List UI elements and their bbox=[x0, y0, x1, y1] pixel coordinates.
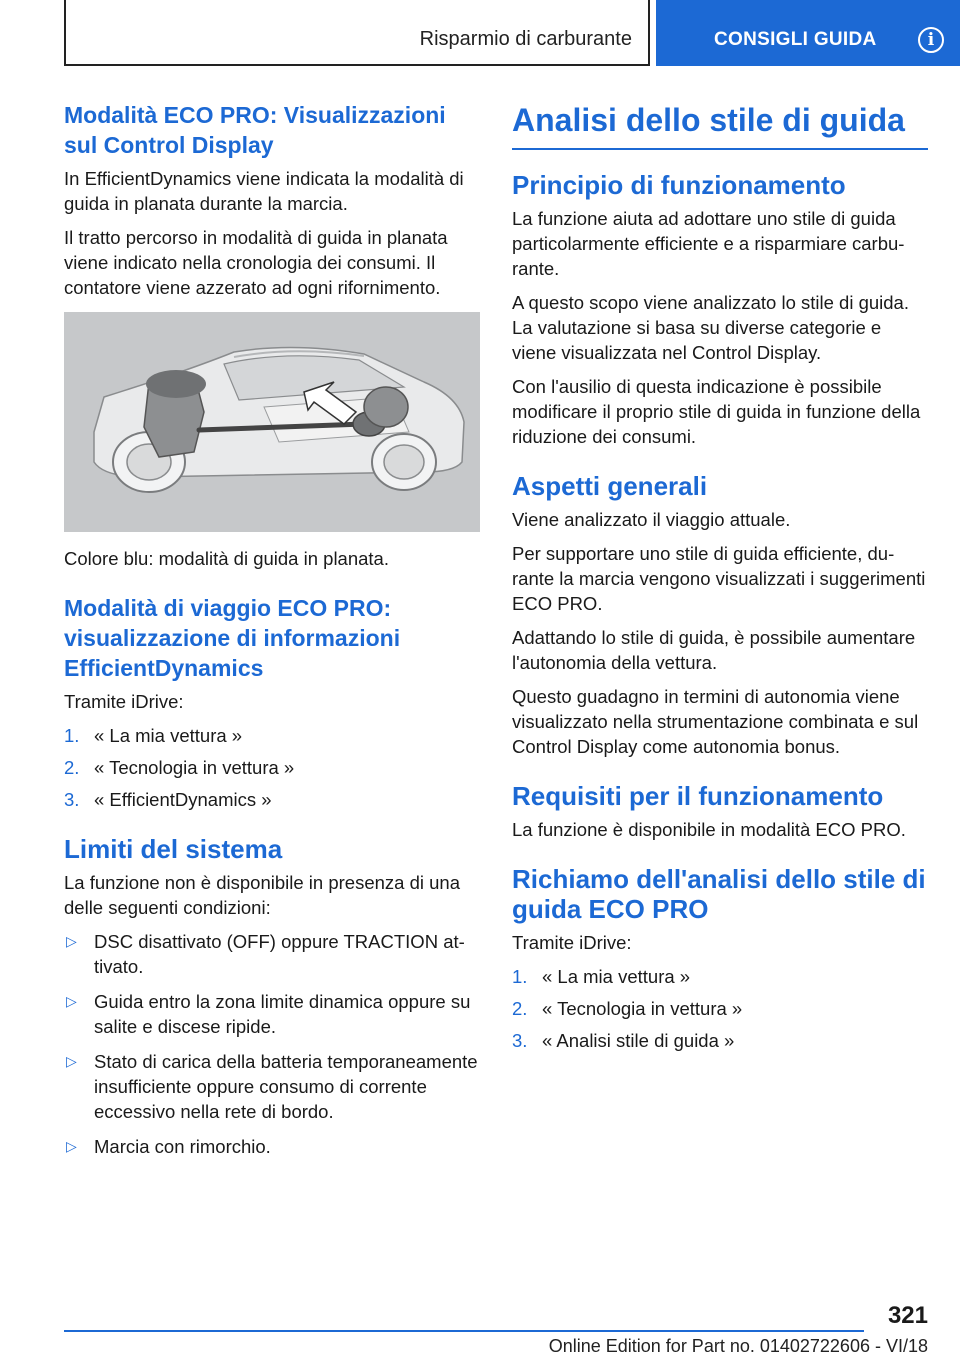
paragraph: Con l'ausilio di questa indicazione è possibile modificare il proprio stile di guida in funzione della riduzione dei consumi. bbox=[512, 376, 921, 447]
heading-operating-principle: Principio di funzionamento bbox=[512, 170, 846, 200]
step-list bbox=[64, 723, 480, 812]
heading-requirements: Requisiti per il funzionamento bbox=[512, 781, 884, 811]
list-item: ▷ DSC disattivato (OFF) oppure TRACTION attivato. bbox=[66, 931, 465, 977]
paragraph: Questo guadagno in termini di autonomia viene visualizzato nella strumentazione combinata e sul Control Display come autonomia bonus. bbox=[512, 686, 919, 757]
car-illustration-svg bbox=[64, 312, 480, 532]
page-title: Analisi dello stile di guida bbox=[512, 100, 928, 150]
list-item: 1. « La mia vettura » bbox=[64, 725, 243, 746]
footer-edition: Online Edition for Part no. 01402722606 - VI/18 bbox=[548, 1336, 928, 1356]
list-item: 2. « Tecnologia in vettura » bbox=[64, 757, 295, 778]
paragraph: Tramite iDrive: bbox=[512, 932, 632, 953]
header-chapter-tab[interactable] bbox=[656, 0, 960, 66]
heading-system-limits: Limiti del sistema bbox=[64, 834, 283, 864]
paragraph: Tramite iDrive: bbox=[64, 691, 184, 712]
page-number: 321 bbox=[887, 1302, 928, 1329]
list-item: ▷ Guida entro la zona limite dinamica oppure su salite e discese ripide. bbox=[66, 991, 471, 1037]
paragraph: Per supportare uno stile di guida efficiente, durante la marcia vengono visualizzati i suggerimenti ECO PRO. bbox=[512, 543, 926, 614]
condition-list bbox=[64, 929, 480, 1159]
paragraph: A questo scopo viene analizzato lo stile di guida. La valutazione si basa su diverse categorie e viene visualizzata nel Control Display. bbox=[512, 292, 909, 363]
triangle-bullet-icon: ▷ bbox=[66, 1138, 77, 1154]
paragraph: Viene analizzato il viaggio attuale. bbox=[512, 509, 791, 530]
triangle-bullet-icon: ▷ bbox=[66, 993, 77, 1009]
step-list bbox=[512, 964, 928, 1053]
footer-divider bbox=[64, 1330, 864, 1332]
figure-caption: Colore blu: modalità di guida in planata. bbox=[64, 548, 389, 569]
header-chapter-label: CONSIGLI GUIDA bbox=[714, 29, 877, 50]
info-icon: i bbox=[918, 27, 944, 53]
heading-call-analysis: Richiamo dell'analisi dello stile di guida ECO PRO bbox=[512, 864, 926, 924]
list-item: 3. « EfficientDynamics » bbox=[64, 789, 272, 810]
car-drivetrain-illustration bbox=[64, 312, 480, 532]
header-section-title: Risparmio di carburante bbox=[419, 28, 632, 50]
header-section-box bbox=[64, 0, 650, 66]
list-item: 1. « La mia vettura » bbox=[512, 966, 691, 987]
left-column bbox=[64, 100, 480, 1169]
triangle-bullet-icon: ▷ bbox=[66, 1053, 77, 1069]
paragraph: Adattando lo stile di guida, è possibile aumentare l'autonomia della vettura. bbox=[512, 627, 916, 673]
paragraph: La funzione aiuta ad adottare uno stile di guida particolarmente efficiente e a risparmiare carburante. bbox=[512, 208, 905, 279]
right-column bbox=[512, 100, 928, 1060]
heading-eco-pro-info: Modalità di viaggio ECO PRO: visualizzazione di informazioni EfficientDynamics bbox=[64, 595, 401, 681]
paragraph: In EfficientDynamics viene indicata la modalità di guida in planata durante la marcia. bbox=[64, 168, 464, 214]
triangle-bullet-icon: ▷ bbox=[66, 933, 77, 949]
list-item: 2. « Tecnologia in vettura » bbox=[512, 998, 743, 1019]
paragraph: La funzione non è disponibile in presenza di una delle seguenti condizioni: bbox=[64, 872, 460, 918]
list-item: 3. « Analisi stile di guida » bbox=[512, 1030, 735, 1051]
heading-general: Aspetti generali bbox=[512, 471, 708, 501]
list-item: ▷ Marcia con rimorchio. bbox=[66, 1136, 271, 1157]
heading-eco-pro-display: Modalità ECO PRO: Visualizzazioni sul Control Display bbox=[64, 102, 446, 158]
list-item: ▷ Stato di carica della batteria temporaneamente insufficiente oppure consumo di corrente eccessivo nella rete di bordo. bbox=[66, 1051, 478, 1122]
paragraph: Il tratto percorso in modalità di guida in planata viene indicato nella cronologia dei consumi. Il contatore viene azzerato ad ogni rifornimento. bbox=[64, 227, 448, 298]
paragraph: La funzione è disponibile in modalità ECO PRO. bbox=[512, 819, 906, 840]
